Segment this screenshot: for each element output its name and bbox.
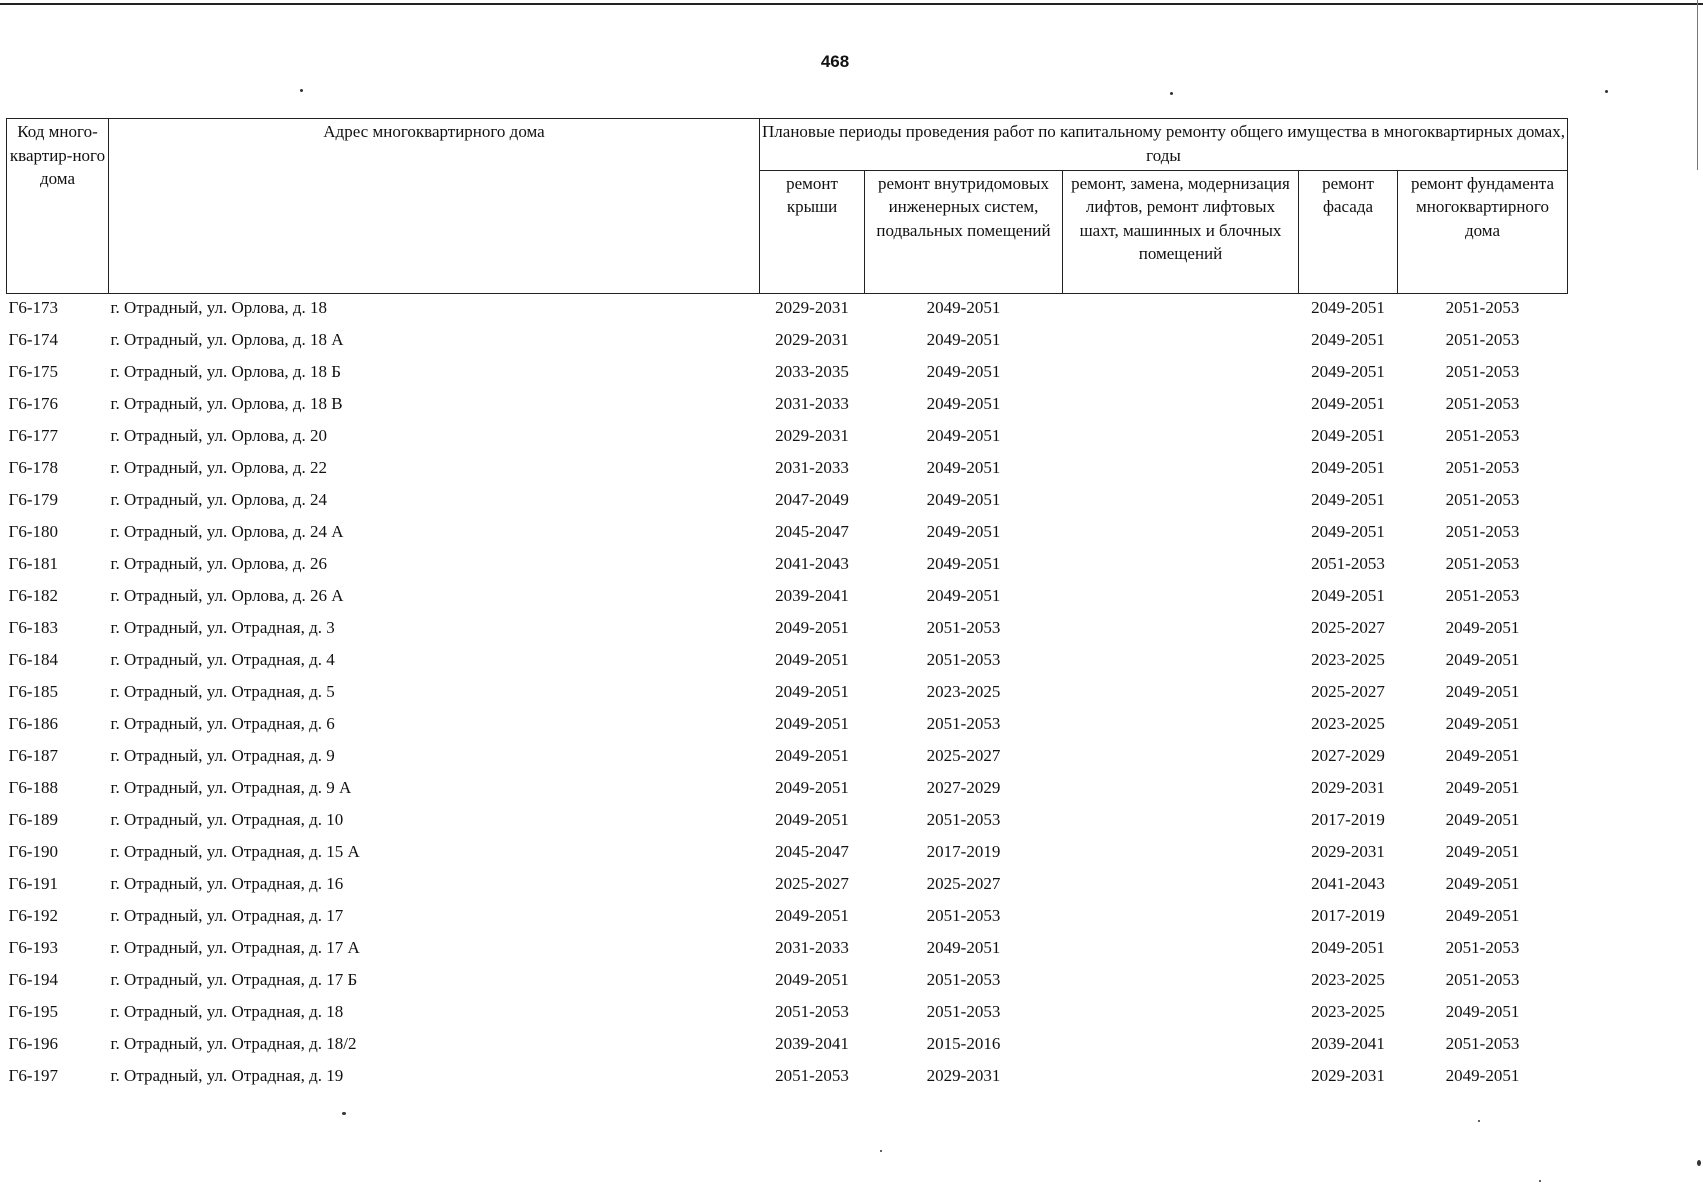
header-engineering: ремонт внутридомовых инженерных систем, подвальных помещений: [865, 170, 1063, 293]
cell-engineering: 2029-2031: [926, 1066, 1001, 1085]
cell-engineering: 2049-2051: [926, 426, 1001, 445]
cell-foundation: 2051-2053: [1445, 586, 1520, 605]
table-body: [7, 294, 1568, 1097]
cell-roof: 2051-2053: [775, 1066, 849, 1085]
cell-elevators: [1063, 392, 1299, 424]
page-number: 468: [820, 52, 850, 71]
cell-facade: 2017-2019: [1311, 906, 1385, 925]
table-row: [7, 488, 1568, 520]
cell-engineering: 2051-2053: [926, 714, 1001, 733]
cell-roof: 2031-2033: [775, 938, 849, 957]
cell-engineering: 2049-2051: [926, 490, 1001, 509]
cell-foundation: 2049-2051: [1445, 650, 1520, 669]
cell-elevators: [1063, 424, 1299, 456]
cell-code: Г6-174: [8, 330, 58, 349]
cell-facade: 2049-2051: [1311, 586, 1385, 605]
cell-code: Г6-188: [8, 778, 58, 797]
table-row: [7, 1000, 1568, 1032]
cell-roof: 2049-2051: [775, 618, 849, 637]
scan-speck: [1478, 1120, 1480, 1122]
cell-roof: 2033-2035: [775, 362, 849, 381]
cell-address: г. Отрадный, ул. Орлова, д. 18 Б: [110, 362, 342, 381]
cell-elevators: [1063, 776, 1299, 808]
cell-address: г. Отрадный, ул. Отрадная, д. 9 А: [110, 778, 352, 797]
cell-address: г. Отрадный, ул. Орлова, д. 24: [110, 490, 328, 509]
cell-code: Г6-186: [8, 714, 58, 733]
cell-address: г. Отрадный, ул. Отрадная, д. 6: [110, 714, 335, 733]
cell-foundation: 2051-2053: [1445, 426, 1520, 445]
cell-code: Г6-184: [8, 650, 58, 669]
cell-code: Г6-182: [8, 586, 58, 605]
cell-roof: 2025-2027: [775, 874, 849, 893]
cell-facade: 2049-2051: [1311, 330, 1385, 349]
cell-code: Г6-177: [8, 426, 58, 445]
cell-address: г. Отрадный, ул. Орлова, д. 26 А: [110, 586, 344, 605]
cell-elevators: [1063, 968, 1299, 1000]
cell-engineering: 2023-2025: [926, 682, 1001, 701]
cell-elevators: [1063, 1032, 1299, 1064]
cell-elevators: [1063, 328, 1299, 360]
table-row: [7, 808, 1568, 840]
table-row: [7, 744, 1568, 776]
cell-foundation: 2049-2051: [1445, 874, 1520, 893]
cell-code: Г6-179: [8, 490, 58, 509]
cell-roof: 2051-2053: [775, 1002, 849, 1021]
right-edge-line: [1697, 0, 1698, 170]
cell-facade: 2049-2051: [1311, 298, 1385, 317]
cell-roof: 2049-2051: [775, 970, 849, 989]
cell-code: Г6-178: [8, 458, 58, 477]
cell-elevators: [1063, 360, 1299, 392]
table-row: [7, 904, 1568, 936]
header-row-top: [7, 119, 1568, 171]
cell-roof: 2049-2051: [775, 746, 849, 765]
table-row: [7, 456, 1568, 488]
cell-address: г. Отрадный, ул. Отрадная, д. 9: [110, 746, 335, 765]
table-row: [7, 712, 1568, 744]
cell-facade: 2025-2027: [1311, 618, 1385, 637]
cell-code: Г6-197: [8, 1066, 58, 1085]
scan-speck: [1539, 1180, 1541, 1182]
cell-address: г. Отрадный, ул. Орлова, д. 18 А: [110, 330, 344, 349]
cell-elevators: [1063, 840, 1299, 872]
table-row: [7, 616, 1568, 648]
cell-facade: 2049-2051: [1311, 522, 1385, 541]
cell-foundation: 2049-2051: [1445, 1002, 1520, 1021]
cell-facade: 2029-2031: [1311, 842, 1385, 861]
table-row: [7, 648, 1568, 680]
cell-facade: 2023-2025: [1311, 1002, 1385, 1021]
cell-foundation: 2051-2053: [1445, 490, 1520, 509]
header-roof: ремонт крыши: [760, 170, 865, 293]
cell-facade: 2041-2043: [1311, 874, 1385, 893]
cell-address: г. Отрадный, ул. Орлова, д. 18 В: [110, 394, 343, 413]
cell-engineering: 2049-2051: [926, 458, 1001, 477]
cell-roof: 2049-2051: [775, 906, 849, 925]
cell-address: г. Отрадный, ул. Отрадная, д. 17 А: [110, 938, 360, 957]
scan-speck: [1697, 1160, 1701, 1166]
cell-facade: 2039-2041: [1311, 1034, 1385, 1053]
cell-elevators: [1063, 904, 1299, 936]
cell-code: Г6-195: [8, 1002, 58, 1021]
cell-elevators: [1063, 456, 1299, 488]
table-row: [7, 520, 1568, 552]
cell-code: Г6-196: [8, 1034, 58, 1053]
cell-foundation: 2051-2053: [1445, 458, 1520, 477]
cell-code: Г6-194: [8, 970, 58, 989]
cell-foundation: 2049-2051: [1445, 906, 1520, 925]
cell-facade: 2027-2029: [1311, 746, 1385, 765]
table-row: [7, 294, 1568, 329]
cell-facade: 2017-2019: [1311, 810, 1385, 829]
cell-elevators: [1063, 1000, 1299, 1032]
cell-elevators: [1063, 648, 1299, 680]
cell-address: г. Отрадный, ул. Отрадная, д. 17: [110, 906, 344, 925]
cell-address: г. Отрадный, ул. Отрадная, д. 17 Б: [110, 970, 358, 989]
cell-elevators: [1063, 552, 1299, 584]
table-row: [7, 328, 1568, 360]
cell-address: г. Отрадный, ул. Орлова, д. 26: [110, 554, 328, 573]
cell-facade: 2023-2025: [1311, 650, 1385, 669]
cell-elevators: [1063, 936, 1299, 968]
cell-roof: 2049-2051: [775, 714, 849, 733]
cell-address: г. Отрадный, ул. Отрадная, д. 4: [110, 650, 335, 669]
cell-address: г. Отрадный, ул. Отрадная, д. 18: [110, 1002, 344, 1021]
cell-elevators: [1063, 680, 1299, 712]
table-row: [7, 840, 1568, 872]
cell-code: Г6-192: [8, 906, 58, 925]
scan-speck: [1605, 90, 1608, 93]
cell-engineering: 2049-2051: [926, 298, 1001, 317]
cell-engineering: 2049-2051: [926, 938, 1001, 957]
cell-foundation: 2049-2051: [1445, 778, 1520, 797]
cell-foundation: 2049-2051: [1445, 810, 1520, 829]
cell-elevators: [1063, 616, 1299, 648]
table-row: [7, 872, 1568, 904]
cell-roof: 2029-2031: [775, 330, 849, 349]
cell-engineering: 2051-2053: [926, 1002, 1001, 1021]
cell-foundation: 2049-2051: [1445, 746, 1520, 765]
scan-speck: [300, 89, 303, 92]
table-row: [7, 424, 1568, 456]
cell-elevators: [1063, 744, 1299, 776]
cell-code: Г6-183: [8, 618, 58, 637]
cell-roof: 2029-2031: [775, 298, 849, 317]
table-row: [7, 584, 1568, 616]
cell-roof: 2039-2041: [775, 1034, 849, 1053]
cell-address: г. Отрадный, ул. Отрадная, д. 15 А: [110, 842, 360, 861]
cell-foundation: 2051-2053: [1445, 1034, 1520, 1053]
cell-roof: 2049-2051: [775, 650, 849, 669]
header-facade: ремонт фасада: [1299, 170, 1398, 293]
cell-engineering: 2051-2053: [926, 970, 1001, 989]
cell-roof: 2049-2051: [775, 810, 849, 829]
cell-engineering: 2015-2016: [926, 1034, 1001, 1053]
cell-roof: 2047-2049: [775, 490, 849, 509]
cell-facade: 2049-2051: [1311, 394, 1385, 413]
cell-facade: 2029-2031: [1311, 778, 1385, 797]
cell-address: г. Отрадный, ул. Орлова, д. 18: [110, 298, 328, 317]
cell-facade: 2029-2031: [1311, 1066, 1385, 1085]
cell-engineering: 2051-2053: [926, 618, 1001, 637]
cell-elevators: [1063, 1064, 1299, 1096]
cell-roof: 2049-2051: [775, 778, 849, 797]
cell-facade: 2049-2051: [1311, 362, 1385, 381]
table-row: [7, 1032, 1568, 1064]
cell-facade: 2023-2025: [1311, 714, 1385, 733]
cell-elevators: [1063, 520, 1299, 552]
table-row: [7, 680, 1568, 712]
cell-engineering: 2025-2027: [926, 746, 1001, 765]
table-row: [7, 936, 1568, 968]
cell-engineering: 2051-2053: [926, 650, 1001, 669]
scan-speck: [1170, 92, 1173, 95]
cell-foundation: 2051-2053: [1445, 330, 1520, 349]
cell-roof: 2031-2033: [775, 458, 849, 477]
table-row: [7, 360, 1568, 392]
cell-elevators: [1063, 584, 1299, 616]
cell-elevators: [1063, 712, 1299, 744]
cell-code: Г6-175: [8, 362, 58, 381]
scan-speck: [342, 1112, 346, 1115]
cell-roof: 2029-2031: [775, 426, 849, 445]
cell-foundation: 2051-2053: [1445, 970, 1520, 989]
table-row: [7, 392, 1568, 424]
cell-elevators: [1063, 488, 1299, 520]
cell-code: Г6-189: [8, 810, 58, 829]
cell-engineering: 2049-2051: [926, 394, 1001, 413]
cell-code: Г6-191: [8, 874, 58, 893]
table-row: [7, 1064, 1568, 1096]
cell-code: Г6-173: [8, 298, 58, 317]
cell-elevators: [1063, 294, 1299, 329]
cell-address: г. Отрадный, ул. Отрадная, д. 5: [110, 682, 335, 701]
cell-code: Г6-181: [8, 554, 58, 573]
cell-facade: 2049-2051: [1311, 426, 1385, 445]
cell-foundation: 2049-2051: [1445, 1066, 1520, 1085]
cell-foundation: 2049-2051: [1445, 842, 1520, 861]
cell-roof: 2041-2043: [775, 554, 849, 573]
cell-foundation: 2051-2053: [1445, 554, 1520, 573]
cell-foundation: 2051-2053: [1445, 522, 1520, 541]
cell-address: г. Отрадный, ул. Отрадная, д. 10: [110, 810, 344, 829]
cell-code: Г6-193: [8, 938, 58, 957]
header-elevators: ремонт, замена, модернизация лифтов, ремонт лифтовых шахт, машинных и блочных помещений: [1063, 170, 1299, 293]
top-border-line: [0, 3, 1703, 5]
cell-engineering: 2025-2027: [926, 874, 1001, 893]
cell-elevators: [1063, 872, 1299, 904]
cell-facade: 2049-2051: [1311, 938, 1385, 957]
cell-foundation: 2049-2051: [1445, 618, 1520, 637]
cell-facade: 2049-2051: [1311, 458, 1385, 477]
cell-roof: 2045-2047: [775, 842, 849, 861]
cell-engineering: 2051-2053: [926, 906, 1001, 925]
cell-foundation: 2051-2053: [1445, 394, 1520, 413]
header-foundation: ремонт фундамента многоквартирного дома: [1398, 170, 1568, 293]
cell-engineering: 2049-2051: [926, 330, 1001, 349]
header-address: Адрес многоквартирного дома: [109, 119, 760, 294]
cell-engineering: 2027-2029: [926, 778, 1001, 797]
cell-code: Г6-185: [8, 682, 58, 701]
cell-engineering: 2049-2051: [926, 522, 1001, 541]
cell-foundation: 2049-2051: [1445, 714, 1520, 733]
cell-foundation: 2051-2053: [1445, 362, 1520, 381]
cell-foundation: 2049-2051: [1445, 682, 1520, 701]
scan-speck: [880, 1150, 882, 1152]
cell-facade: 2051-2053: [1311, 554, 1385, 573]
cell-roof: 2045-2047: [775, 522, 849, 541]
table-row: [7, 968, 1568, 1000]
cell-address: г. Отрадный, ул. Отрадная, д. 18/2: [110, 1034, 357, 1053]
cell-address: г. Отрадный, ул. Отрадная, д. 3: [110, 618, 335, 637]
cell-foundation: 2051-2053: [1445, 938, 1520, 957]
cell-address: г. Отрадный, ул. Орлова, д. 24 А: [110, 522, 344, 541]
cell-code: Г6-187: [8, 746, 58, 765]
header-periods-group: Плановые периоды проведения работ по капитальному ремонту общего имущества в многоквартирных домах, годы: [760, 119, 1568, 171]
cell-engineering: 2051-2053: [926, 810, 1001, 829]
cell-address: г. Отрадный, ул. Орлова, д. 20: [110, 426, 328, 445]
cell-facade: 2023-2025: [1311, 970, 1385, 989]
cell-code: Г6-180: [8, 522, 58, 541]
cell-foundation: 2051-2053: [1445, 298, 1520, 317]
cell-address: г. Отрадный, ул. Орлова, д. 22: [110, 458, 328, 477]
cell-engineering: 2049-2051: [926, 362, 1001, 381]
cell-address: г. Отрадный, ул. Отрадная, д. 16: [110, 874, 344, 893]
cell-facade: 2025-2027: [1311, 682, 1385, 701]
table-row: [7, 552, 1568, 584]
cell-engineering: 2049-2051: [926, 554, 1001, 573]
header-code: Код много-квартир-ного дома: [7, 119, 109, 294]
cell-address: г. Отрадный, ул. Отрадная, д. 19: [110, 1066, 344, 1085]
table-row: [7, 776, 1568, 808]
cell-facade: 2049-2051: [1311, 490, 1385, 509]
cell-roof: 2031-2033: [775, 394, 849, 413]
cell-engineering: 2017-2019: [926, 842, 1001, 861]
capital-repair-plan-table: [6, 118, 1568, 1096]
cell-engineering: 2049-2051: [926, 586, 1001, 605]
cell-code: Г6-176: [8, 394, 58, 413]
cell-roof: 2049-2051: [775, 682, 849, 701]
cell-code: Г6-190: [8, 842, 58, 861]
cell-roof: 2039-2041: [775, 586, 849, 605]
cell-elevators: [1063, 808, 1299, 840]
